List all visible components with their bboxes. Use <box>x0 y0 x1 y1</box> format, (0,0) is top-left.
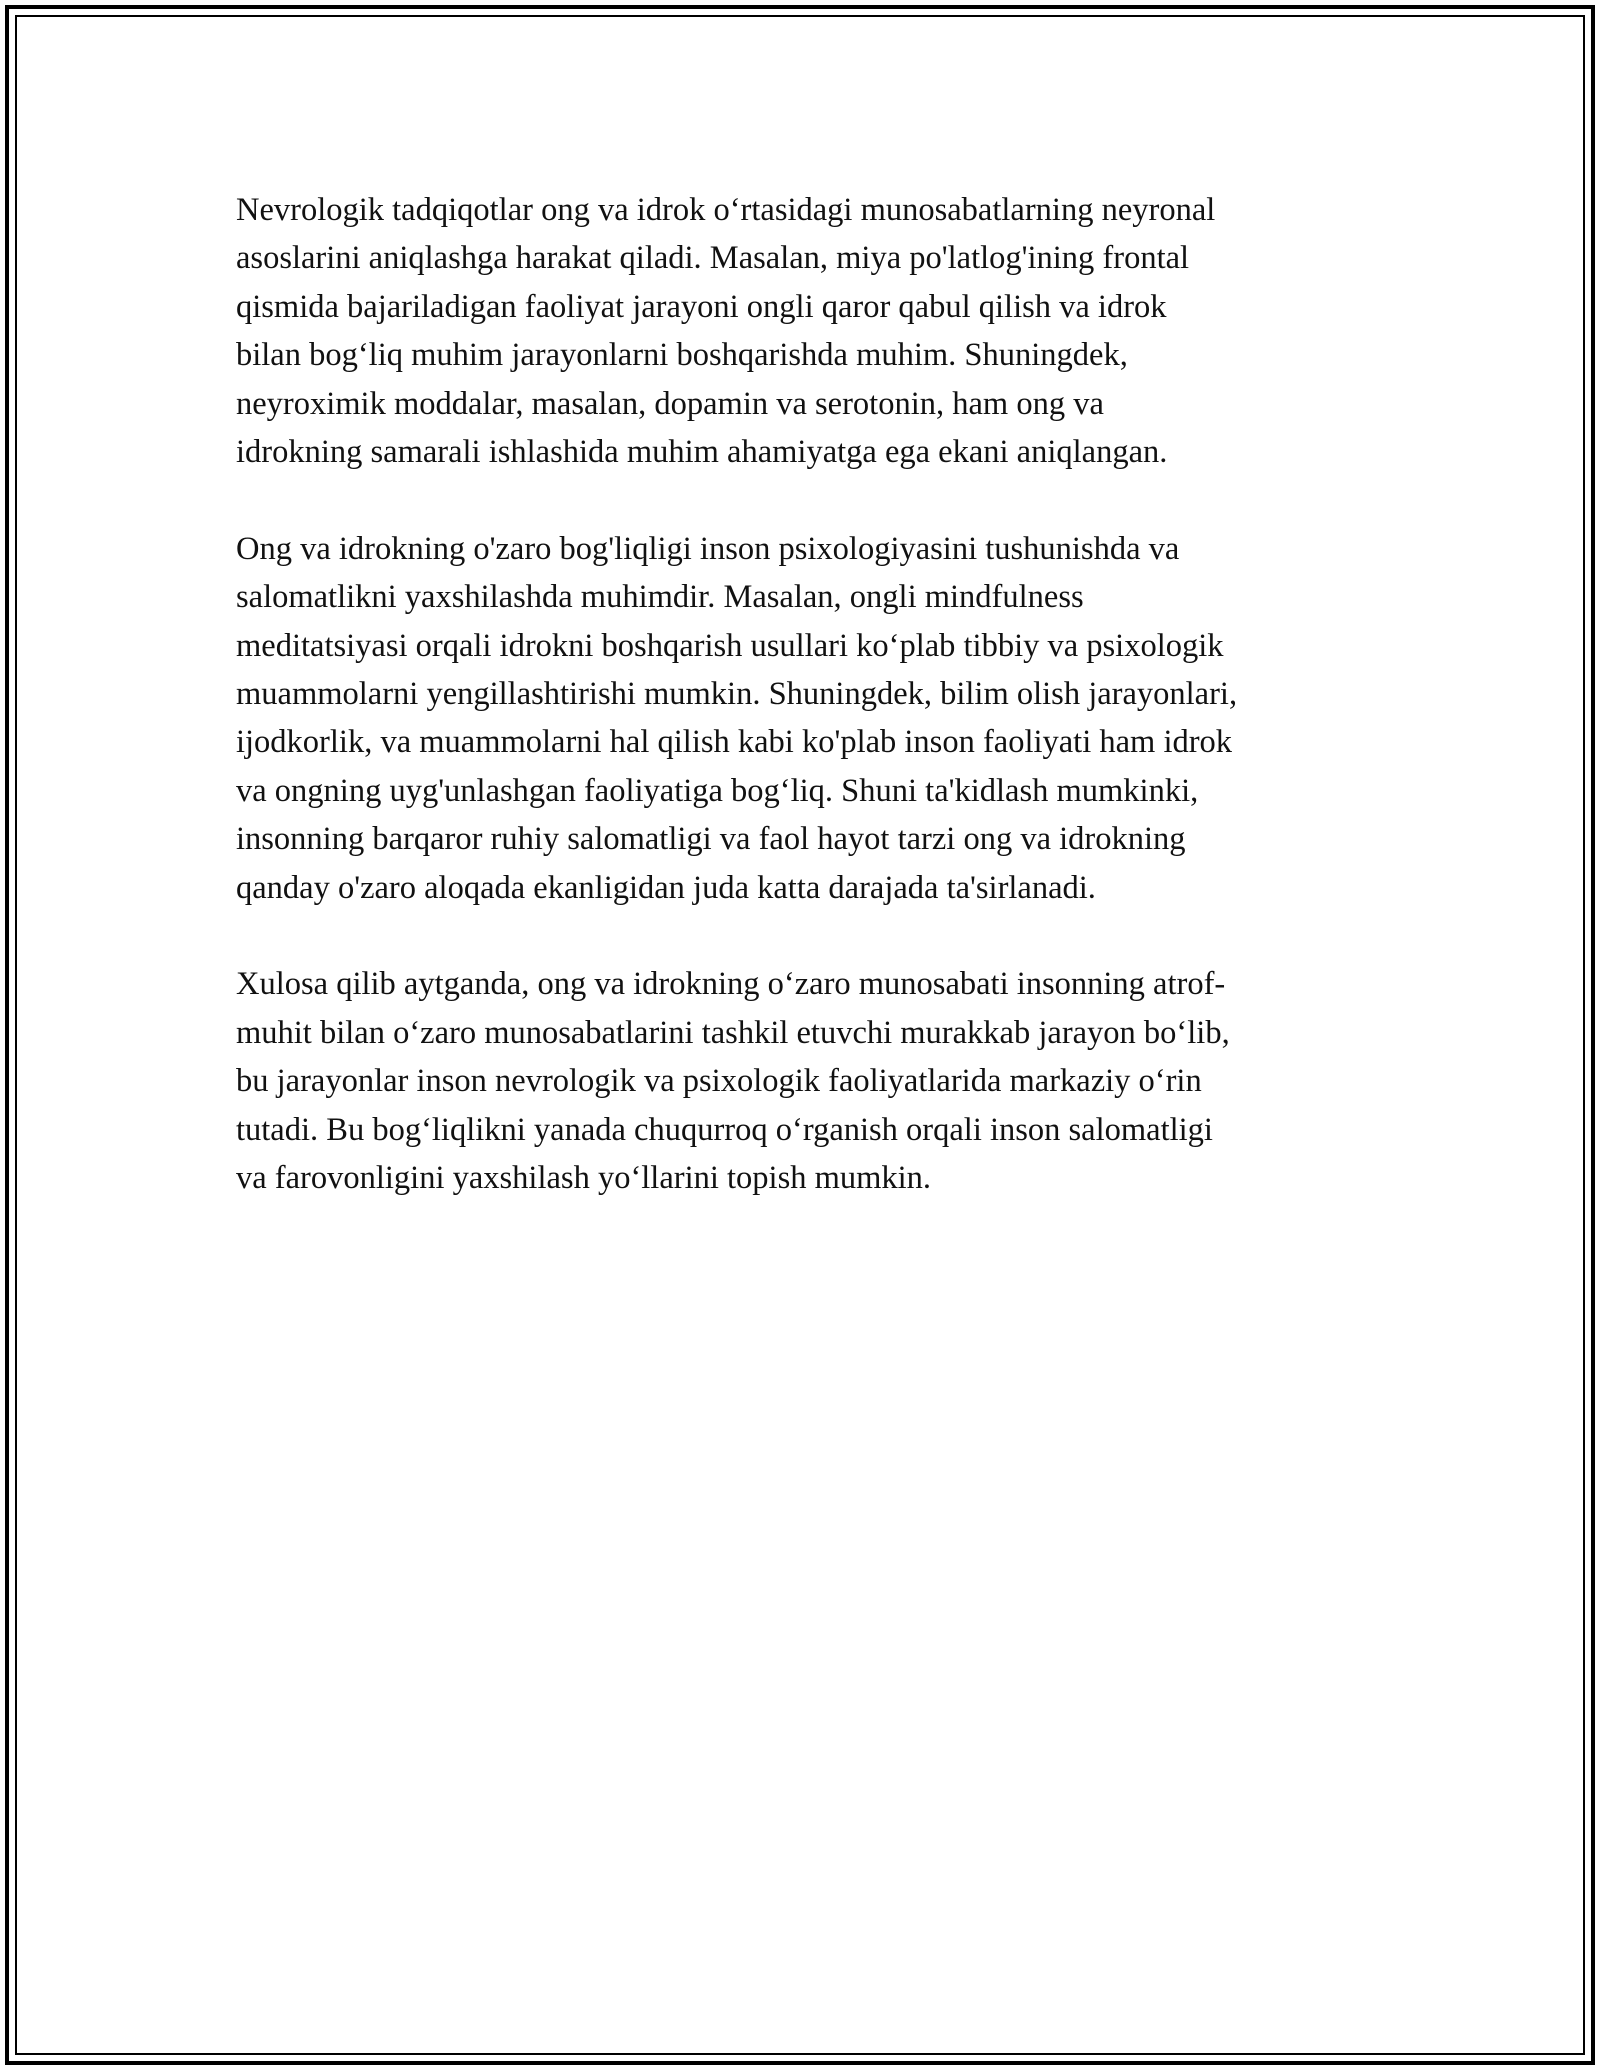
document-body <box>236 186 1376 1251</box>
text-line: bilan bog‘liq muhim jarayonlarni boshqarishda muhim. Shuningdek, <box>236 337 1128 374</box>
text-line: va ongning uyg'unlashgan faoliyatiga bog‘liq. Shuni ta'kidlash mumkinki, <box>236 772 1199 809</box>
text-line: va farovonligini yaxshilash yo‘llarini topish mumkin. <box>236 1160 932 1197</box>
text-line: Ong va idrokning o'zaro bog'liqligi inson psixologiyasini tushunishda va <box>236 530 1180 567</box>
text-line: ijodkorlik, va muammolarni hal qilish kabi ko'plab inson faoliyati ham idrok <box>236 724 1233 761</box>
text-line: Xulosa qilib aytganda, ong va idrokning o‘zaro munosabati insonning atrof- <box>236 966 1226 1003</box>
text-line: bu jarayonlar inson nevrologik va psixologik faoliyatlarida markaziy o‘rin <box>236 1063 1202 1100</box>
text-line: muammolarni yengillashtirishi mumkin. Shuningdek, bilim olish jarayonlari, <box>236 676 1238 713</box>
text-line: tutadi. Bu bog‘liqlikni yanada chuqurroq o‘rganish orqali inson salomatligi <box>236 1111 1213 1148</box>
paragraph-3 <box>236 960 1376 1202</box>
text-line: insonning barqaror ruhiy salomatligi va faol hayot tarzi ong va idrokning <box>236 821 1186 858</box>
paragraph-2 <box>236 525 1376 912</box>
text-line: meditatsiyasi orqali idrokni boshqarish usullari ko‘plab tibbiy va psixologik <box>236 627 1224 664</box>
text-line: salomatlikni yaxshilashda muhimdir. Masalan, ongli mindfulness <box>236 579 1084 616</box>
text-line: muhit bilan o‘zaro munosabatlarini tashkil etuvchi murakkab jarayon bo‘lib, <box>236 1014 1230 1051</box>
text-line: idrokning samarali ishlashida muhim ahamiyatga ega ekani aniqlangan. <box>236 434 1168 471</box>
text-line: neyroximik moddalar, masalan, dopamin va serotonin, ham ong va <box>236 385 1104 422</box>
text-line: qismida bajariladigan faoliyat jarayoni ongli qaror qabul qilish va idrok <box>236 288 1167 325</box>
text-line: qanday o'zaro aloqada ekanligidan juda katta darajada ta'sirlanadi. <box>236 869 1096 906</box>
paragraph-1 <box>236 186 1376 476</box>
text-line: Nevrologik tadqiqotlar ong va idrok o‘rtasidagi munosabatlarning neyronal <box>236 192 1216 228</box>
text-line: asoslarini aniqlashga harakat qiladi. Masalan, miya po'latlog'ining frontal <box>236 240 1190 277</box>
